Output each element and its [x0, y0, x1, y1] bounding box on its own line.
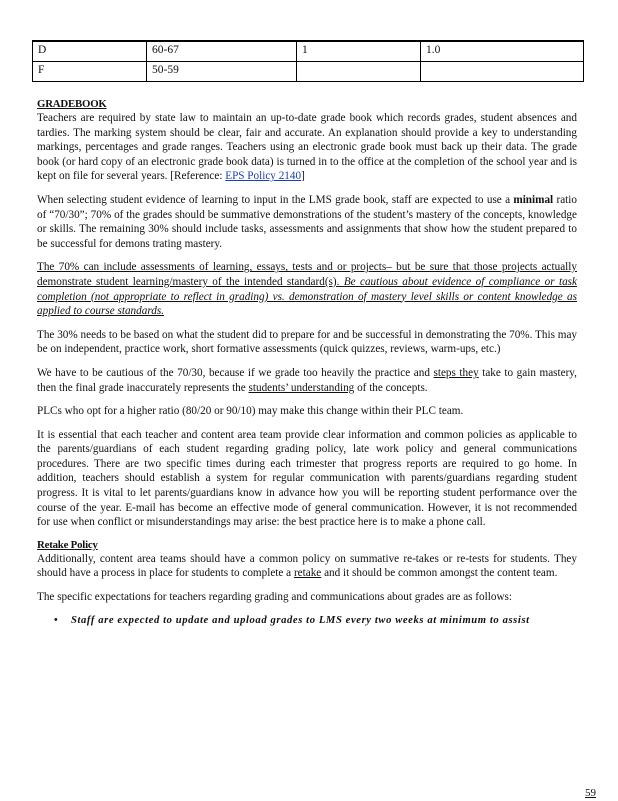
points-cell — [297, 62, 421, 82]
expectations-paragraph: The specific expectations for teachers regarding grading and communications about grades are as follows: — [37, 591, 512, 604]
range-cell: 60-67 — [147, 41, 297, 62]
retake-text-cont: and it should be common amongst the content team. — [321, 567, 558, 580]
gradebook-paragraph — [37, 111, 577, 184]
ratio-text-cont: ratio of “70/30”; 70% of the grades should be summative demonstrations of the student’s mastery of the concepts, knowledge or skills. The remaining 30% should include tasks, assessments and assignments that show how the student prepared to be successful for demons trating mastery. — [37, 193, 577, 250]
table-row — [33, 41, 584, 62]
plc-paragraph: PLCs who opt for a higher ratio (80/20 or 90/10) may make this change within their PLC team. — [37, 405, 464, 418]
grade-cell: F — [33, 62, 147, 82]
caution-text-end: of the concepts. — [354, 381, 428, 394]
gpa-cell: 1.0 — [421, 41, 584, 62]
understanding-underlined: students’ understanding — [248, 381, 355, 394]
policy-reference-link[interactable]: EPS Policy 2140 — [225, 170, 302, 183]
gradebook-text: Teachers are required by state law to maintain an up-to-date grade book which records grades, student absences and tardies. The marking system should be clear, fair and accurate. An explanation should provide a key to understanding markings, percentages and grade ranges. Teachers using an electronic grade book must back up their data. The grade book (or hard copy of an electronic grade book data) is turned in to the office at the completion of the school year and is kept on file for several years. [Reference: — [37, 112, 577, 183]
page-number: 59 — [585, 787, 596, 799]
list-item — [37, 614, 577, 629]
caution-paragraph — [37, 366, 577, 395]
seventy-underlined-text: The 70% can include assessments of learning, essays, tests and or projects– but be sure that those projects actually demonstrate student learning/mastery of the intended standard(s). — [37, 261, 577, 288]
seventy-percent-paragraph — [37, 260, 577, 318]
minimal-emphasis: minimal — [513, 193, 554, 206]
retake-underlined: retake — [293, 567, 322, 580]
retake-paragraph — [37, 552, 577, 581]
grade-scale-table — [32, 40, 584, 82]
list-item-text: Staff are expected to update and upload grades to LMS every two weeks at minimum to assist — [71, 614, 530, 626]
document-body — [37, 98, 577, 628]
bullet-icon: • — [54, 614, 59, 626]
gpa-cell — [421, 62, 584, 82]
table-row — [33, 62, 584, 82]
grade-cell: D — [33, 41, 147, 62]
caution-text: We have to be cautious of the 70/30, because if we grade too heavily the practice and — [37, 366, 434, 379]
range-cell: 50-59 — [147, 62, 297, 82]
ratio-text: When selecting student evidence of learning to input in the LMS grade book, staff are expected to use a — [37, 193, 514, 206]
caution-text-cont: take to gain mastery, then the final grade inaccurately represents the — [37, 366, 577, 394]
steps-underlined: steps they — [433, 366, 479, 379]
points-cell: 1 — [297, 41, 421, 62]
reference-close: ] — [301, 170, 305, 183]
caution-italic-text: Be cautious about evidence of compliance or task completion (not appropriate to reflect in grading) vs. demonstration of mastery level skills or content knowledge as applied to course standards. — [37, 275, 577, 318]
retake-heading: Retake Policy — [37, 538, 98, 551]
thirty-percent-paragraph: The 30% needs to be based on what the student did to prepare for and be successful in demonstrating the 70%. This may be on independent, practice work, short formative assessments (quick quizzes, reviews, warm-ups, etc.) — [37, 328, 577, 356]
communication-paragraph: It is essential that each teacher and content area team provide clear information and common policies as applicable to the parents/guardians of each student regarding grading policy, late work policy and general communications procedures. There are two specific times during each trimester that progress reports are required to go home. In addition, teachers should establish a system for regular communication with parents/guardians regarding student progress. It is vital to let parents/guardians know in advance how you will be reporting student performance over the course of the year. E-mail has become an effective mode of general communication. However, it is not recommended for use when conflict or misunderstandings may arise: the best practice here is to make a phone call. — [37, 428, 577, 529]
expectations-list — [37, 614, 577, 629]
ratio-paragraph — [37, 193, 577, 251]
retake-text: Additionally, content area teams should have a common policy on summative re-takes or re-tests for students. They should have a process in place for students to complete a — [37, 552, 577, 580]
gradebook-heading: GRADEBOOK — [37, 98, 107, 110]
